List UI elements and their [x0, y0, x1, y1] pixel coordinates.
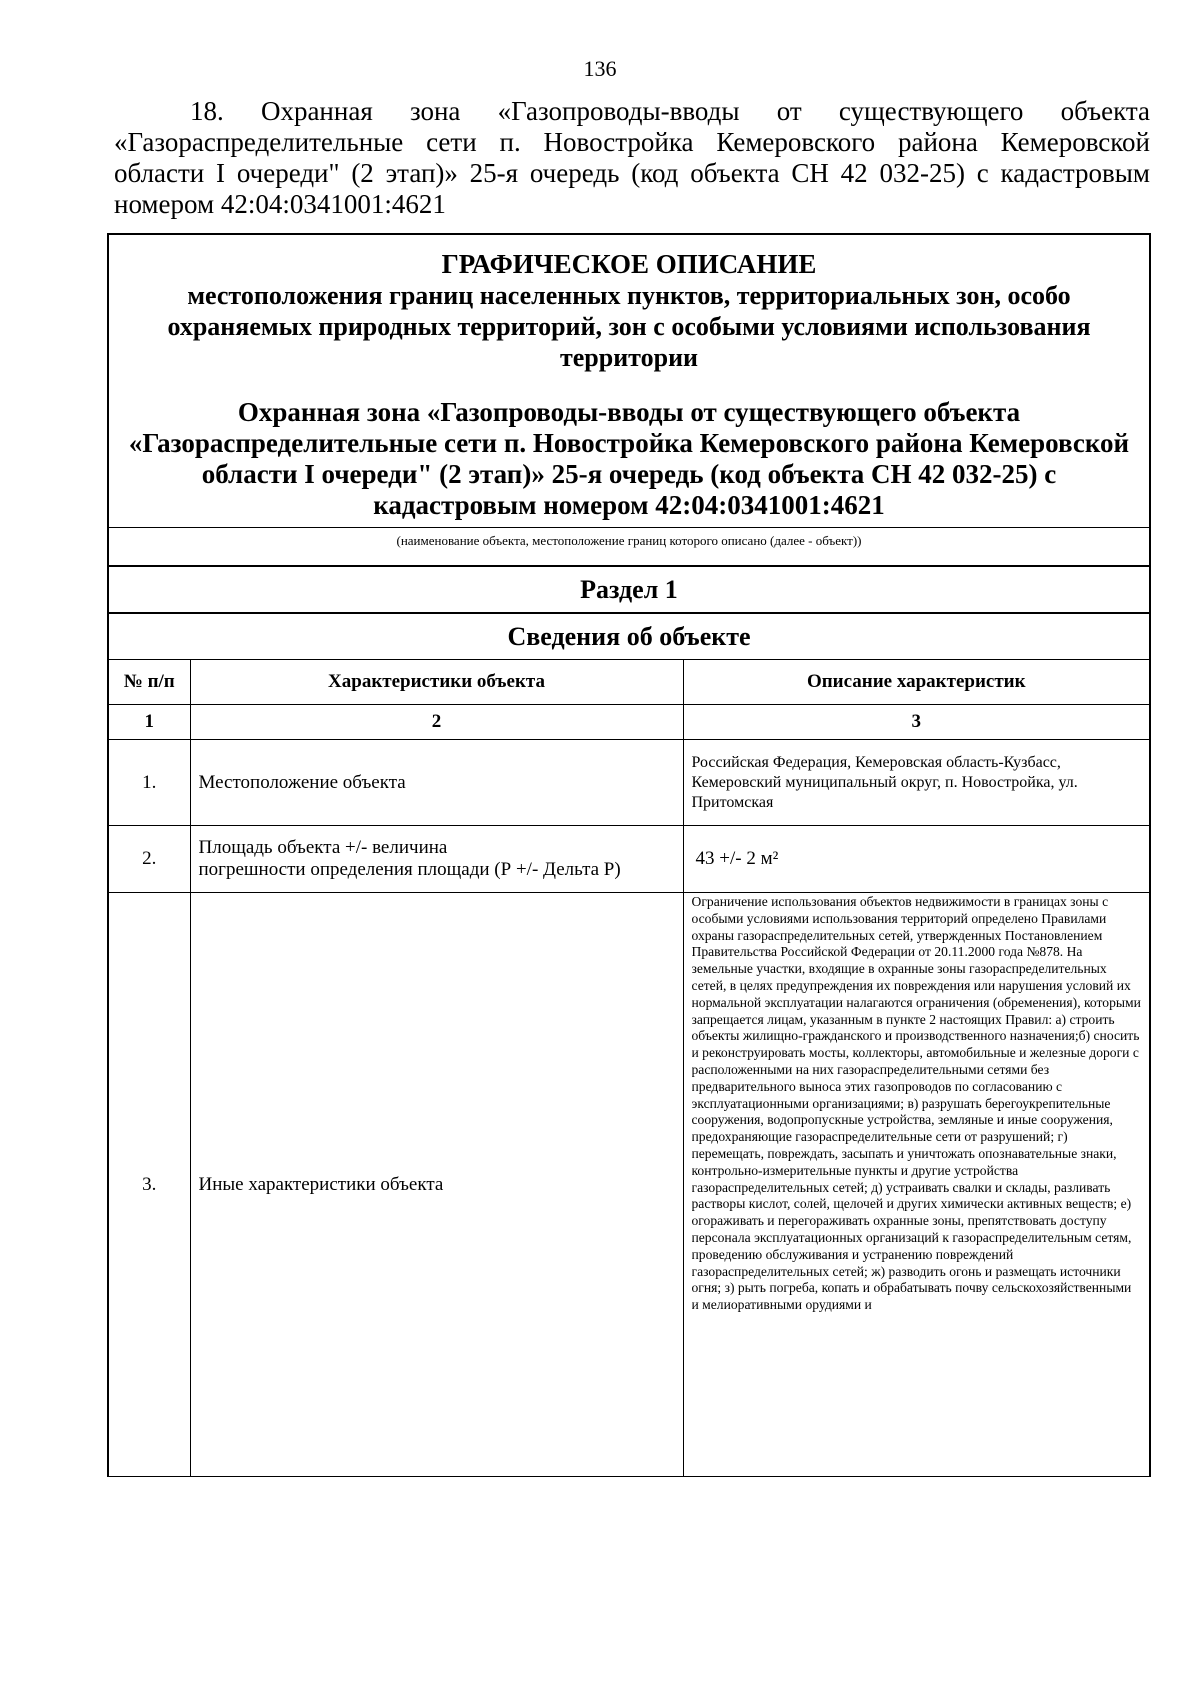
- object-name: Охранная зона «Газопроводы-вводы от существующего объекта «Газораспределительные сети п. Новостройка Кемеровского района Кемеровской области I очереди" (2 этап)» 25-я очередь (код объекта СН 42 032-25) с кадастровым номером 42:04:0341001:4621: [128, 397, 1130, 520]
- row-characteristic: [190, 826, 683, 893]
- column-number: 2: [190, 705, 683, 740]
- section-label: Раздел 1: [109, 565, 1149, 612]
- table-row: [109, 826, 1149, 893]
- graphic-description-frame: [107, 233, 1151, 1477]
- row-number: 1.: [109, 740, 190, 826]
- title-main: ГРАФИЧЕСКОЕ ОПИСАНИЕ: [441, 249, 817, 279]
- column-number: 1: [109, 705, 190, 740]
- section-name: Сведения об объекте: [109, 612, 1149, 659]
- page-number: 136: [583, 56, 617, 81]
- row-description: [683, 893, 1149, 1477]
- table-row: [109, 740, 1149, 826]
- header-description: Описание характеристик: [683, 660, 1149, 705]
- row-number: 3.: [109, 893, 190, 1477]
- table-header-row: [109, 660, 1149, 705]
- title-block: [109, 235, 1149, 527]
- row-description: Российская Федерация, Кемеровская область-Кузбасс, Кемеровский муниципальный округ, п. Новостройка, ул. Притомская: [683, 740, 1149, 826]
- table-row: [109, 893, 1149, 1477]
- row-description: 43 +/- 2 м²: [683, 826, 1149, 893]
- row-characteristic-line: Площадь объекта +/- величина: [198, 837, 448, 858]
- row-number: 2.: [109, 826, 190, 893]
- column-number-row: [109, 705, 1149, 740]
- object-caption: (наименование объекта, местоположение границ которого описано (далее - объект)): [109, 527, 1149, 565]
- row-characteristic-line: погрешности определения площади (Р +/- Дельта Р): [198, 859, 621, 880]
- row-characteristic: Местоположение объекта: [190, 740, 683, 826]
- title-subtitle: местоположения границ населенных пунктов, территориальных зон, особо охраняемых природных территорий, зон с особыми условиями использования территории: [167, 281, 1091, 372]
- object-info-table: [109, 659, 1149, 1477]
- document-heading: 18. Охранная зона «Газопроводы-вводы от существующего объекта «Газораспределительные сети п. Новостройка Кемеровского района Кемеровской области I очереди" (2 этап)» 25-я очередь (код объекта СН 42 032-25) с кадастровым номером 42:04:0341001:4621: [114, 96, 1150, 219]
- column-number: 3: [683, 705, 1149, 740]
- row-characteristic: Иные характеристики объекта: [190, 893, 683, 1477]
- restrictions-text: Ограничение использования объектов недвижимости в границах зоны с особыми условиями использования территорий определено Правилами охраны газораспределительных сетей, утвержденных Постановлением Правительства Российской Федерации от 20.11.2000 года №878. На земельные участки, входящие в охранные зоны газораспределительных сетей, в целях предупреждения их повреждения или нарушения условий их нормальной эксплуатации налагаются ограничения (обременения), которыми запрещается лицам, указанным в пункте 2 настоящих Правил: а) строить объекты жилищно-гражданского и производственного назначения;б) сносить и реконструировать мосты, коллекторы, автомобильные и железные дороги с расположенными на них газораспределительными сетями без предварительного выноса этих газопроводов по согласованию с эксплуатационными организациями; в) разрушать берегоукрепительные сооружения, водопропускные устройства, земляные и иные сооружения, предохраняющие газораспределительные сети от разрушений; г) перемещать, повреждать, засыпать и уничтожать опознавательные знаки, контрольно-измерительные пункты и другие устройства газораспределительных сетей; д) устраивать свалки и склады, разливать растворы кислот, солей, щелочей и других химически активных веществ; е) огораживать и перегораживать охранные зоны, препятствовать доступу персонала эксплуатационных организаций к газораспределительным сетям, проведению обслуживания и устранению повреждений газораспределительных сетей; ж) разводить огонь и размещать источники огня; з) рыть погреба, копать и обрабатывать почву сельскохозяйственными и мелиоративными орудиями и: [691, 894, 1141, 1313]
- header-characteristic: Характеристики объекта: [190, 660, 683, 705]
- header-number: № п/п: [109, 660, 190, 705]
